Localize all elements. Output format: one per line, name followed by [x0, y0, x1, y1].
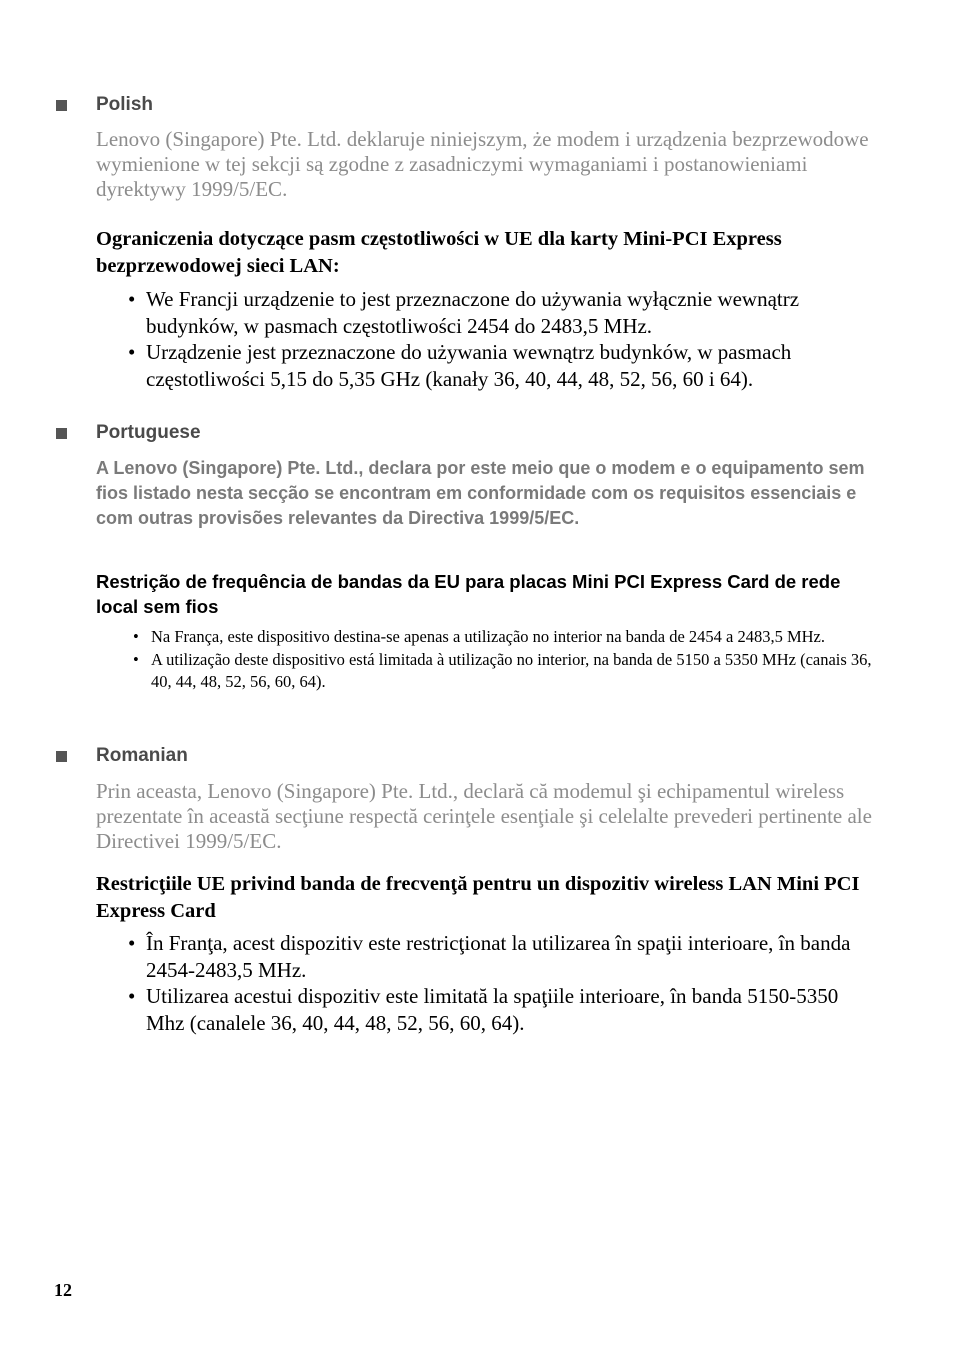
bullet-icon: • [128, 984, 136, 1008]
bullet-icon: • [133, 649, 139, 669]
polish-intro: Lenovo (Singapore) Pte. Ltd. deklaruje niniejszym, że modem i urządzenia bezprzewodowe wymienione w tej sekcji są zgodne z zasadniczymi wymaganiami i postanowieniami dyrektywy 1999/5/EC. [96, 127, 869, 201]
heading-text: Polish [96, 94, 154, 115]
portuguese-intro: A Lenovo (Singapore) Pte. Ltd., declara por este meio que o modem e o equipamento sem fios listado nesta secção se encontram em conformidade com os requisitos essenciais e com outras provisões relevantes da Directiva 1999/5/EC. [96, 458, 865, 528]
bullet-icon: • [128, 931, 136, 955]
heading-text: Portuguese [96, 422, 201, 443]
portuguese-bullet-list [133, 626, 873, 694]
square-bullet-icon [56, 751, 67, 762]
list-item: • We Francji urządzenie to jest przeznaczone do używania wyłącznie wewnątrz budynków, w pasmach częstotliwości 2454 do 2483,5 MHz. [128, 287, 800, 338]
romanian-bullet-list [128, 930, 878, 1036]
square-bullet-icon [56, 100, 67, 111]
romanian-intro: Prin aceasta, Lenovo (Singapore) Pte. Ltd., declară că modemul şi echipamentul wireless prezentate în această secţiune respectă cerinţele esenţiale şi celelalte prevederi pertinente ale Directivei 1999/5/EC. [96, 779, 872, 853]
list-item: • Utilizarea acestui dispozitiv este limitată la spaţiile interioare, în banda 5150-5350 Mhz (canalele 36, 40, 44, 48, 52, 56, 60, 64). [128, 984, 839, 1035]
square-bullet-icon [56, 428, 67, 439]
section-heading-portuguese [56, 422, 201, 444]
list-item: • A utilização deste dispositivo está limitada à utilização no interior, na banda de 5150 a 5350 MHz (canais 36, 40, 44, 48, 52, 56, 60, 64). [133, 649, 872, 691]
list-item: • În Franţa, acest dispozitiv este restricţionat la utilizarea în spaţii interioare, în banda 2454-2483,5 MHz. [128, 931, 851, 982]
list-item: • Na França, este dispositivo destina-se apenas a utilização no interior na banda de 2454 a 2483,5 MHz. [133, 626, 873, 649]
section-heading-romanian [56, 745, 188, 767]
bullet-icon: • [128, 340, 136, 364]
page-number: 12 [54, 1280, 72, 1300]
bullet-icon: • [128, 287, 136, 311]
section-heading-polish [56, 94, 153, 116]
romanian-subheading: Restricţiile UE privind banda de frecvenţă pentru un dispozitiv wireless LAN Mini PCI Express Card [96, 873, 860, 922]
bullet-icon: • [133, 627, 139, 646]
polish-bullet-list [128, 286, 878, 392]
heading-text: Romanian [96, 745, 188, 766]
list-item: • Urządzenie jest przeznaczone do używania wewnątrz budynków, w pasmach częstotliwości 5,15 do 5,35 GHz (kanały 36, 40, 44, 48, 52, 56, 60 i 64). [128, 340, 792, 391]
portuguese-subheading: Restrição de frequência de bandas da EU para placas Mini PCI Express Card de rede local sem fios [96, 571, 841, 617]
polish-subheading: Ograniczenia dotyczące pasm częstotliwości w UE dla karty Mini-PCI Express bezprzewodowej sieci LAN: [96, 228, 782, 277]
